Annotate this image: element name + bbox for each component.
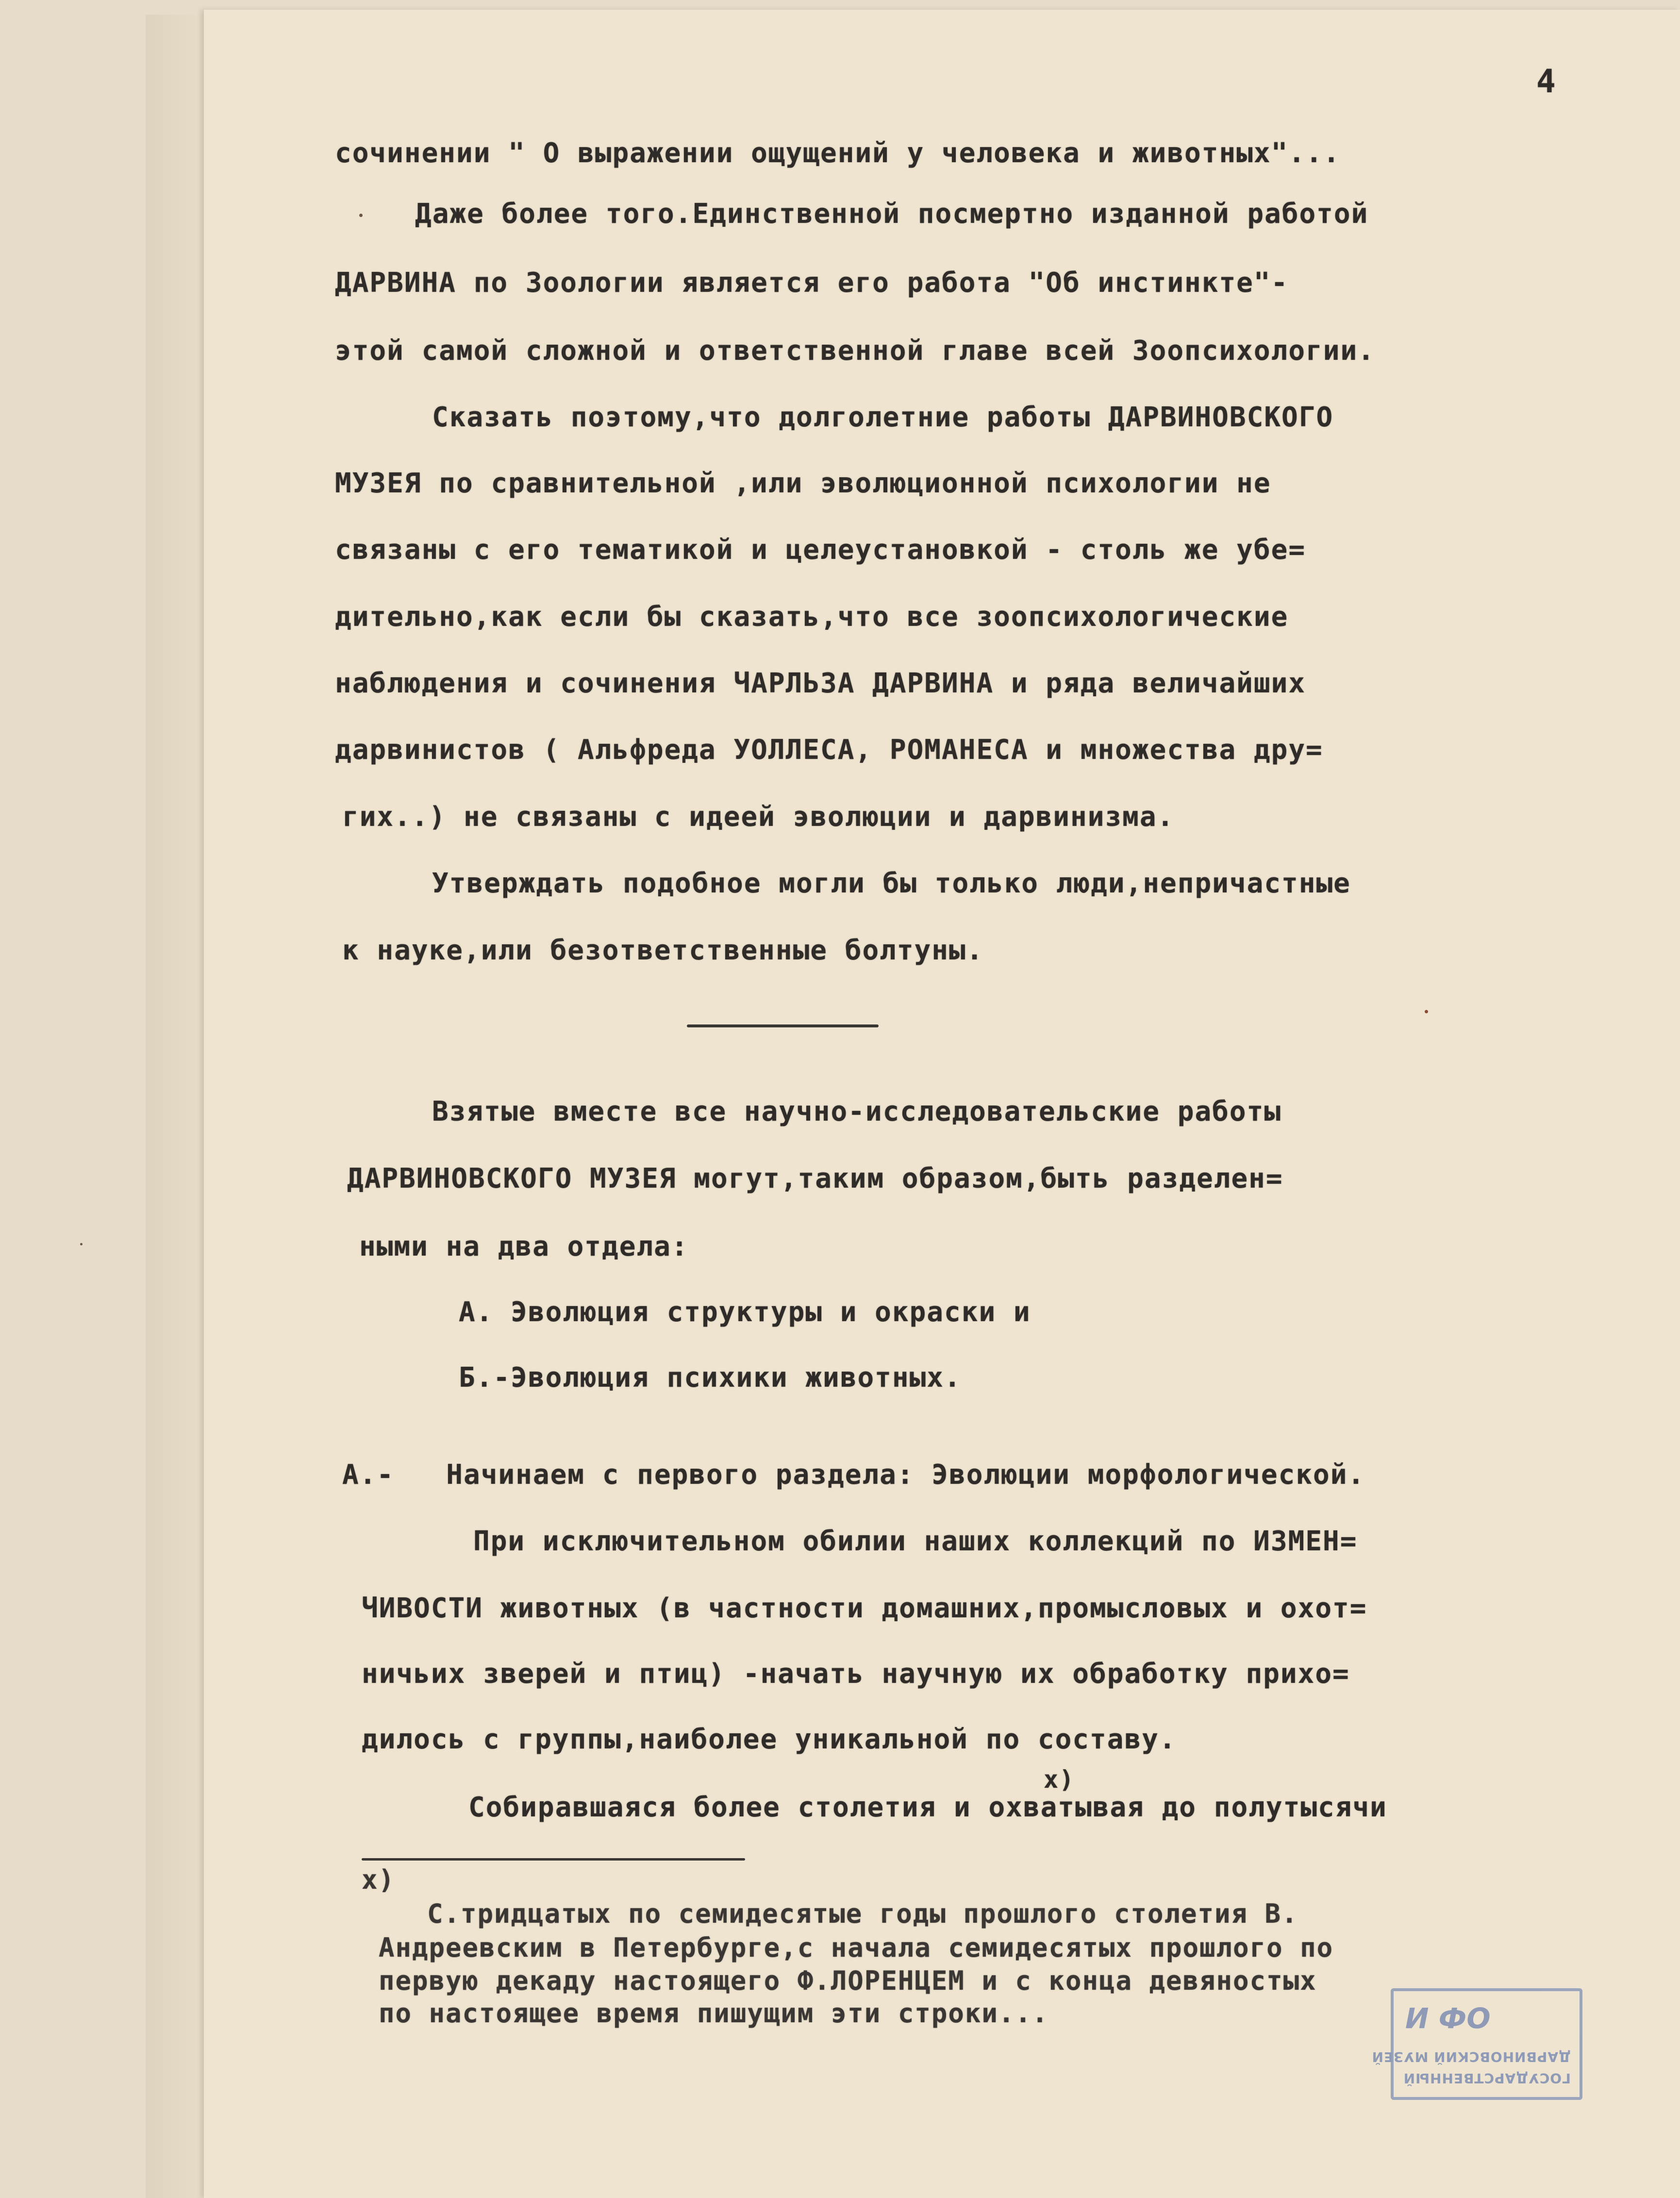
- text-line-16: ными на два отдела:: [359, 1231, 689, 1262]
- footnote-reference: х): [1044, 1765, 1075, 1794]
- text-line-10: дарвинистов ( Альфреда УОЛЛЕСА, РОМАНЕСА и множества дру=: [335, 734, 1323, 766]
- page-edge-shadow: [146, 15, 209, 2198]
- footnote-marker: х): [362, 1864, 396, 1895]
- text-line-24: Собиравшаяся более столетия и охватывая до полутысячи: [468, 1792, 1387, 1823]
- text-line-23: дилось с группы,наиболее уникальной по составу.: [362, 1724, 1177, 1755]
- museum-stamp: [1371, 1988, 1582, 2100]
- page-number: 4: [1536, 63, 1557, 100]
- text-line-17: А. Эволюция структуры и окраски и: [459, 1296, 1031, 1328]
- text-line-8: дительно,как если бы сказать,что все зоопсихологические: [335, 601, 1289, 633]
- text-line-13: к науке,или безответственные болтуны.: [342, 935, 984, 966]
- text-line-11: гих..) не связаны с идеей эволюции и дарвинизма.: [342, 801, 1175, 833]
- ink-speck: [80, 1243, 83, 1245]
- footnote-line-1: С.тридцатых по семидесятые годы прошлого столетия В.: [427, 1898, 1298, 1929]
- text-line-18: Б.-Эволюция психики животных.: [459, 1362, 962, 1393]
- text-line-3: ДАРВИНА по Зоологии является его работа "Об инстинкте"-: [335, 267, 1289, 299]
- footnote-line-4: по настоящее время пишущим эти строки...: [379, 1998, 1049, 2029]
- text-line-19: А.- Начинаем с первого раздела: Эволюции морфологической.: [342, 1459, 1365, 1491]
- text-line-15: ДАРВИНОВСКОГО МУЗЕЯ могут,таким образом,быть разделен=: [347, 1163, 1283, 1194]
- text-line-12: Утверждать подобное могли бы только люди,непричастные: [432, 868, 1351, 899]
- text-line-2: Даже более того.Единственной посмертно изданной работой: [415, 198, 1369, 230]
- text-line-20: При исключительном обилии наших коллекций по ИЗМЕН=: [473, 1526, 1358, 1557]
- text-line-1: сочинении " О выражении ощущений у человека и животных"...: [335, 137, 1341, 169]
- ink-speck: [1425, 1010, 1428, 1013]
- footnote-line-3: первую декаду настоящего Ф.ЛОРЕНЦЕМ и с конца девяностых: [379, 1965, 1317, 1996]
- stamp-line-1: ГОСУДАРСТВЕННЫЙ: [1403, 2070, 1571, 2086]
- stamp-line-3: ОФ И: [1405, 2001, 1491, 2034]
- text-line-22: ничьих зверей и птиц) -начать научную их обработку прихо=: [362, 1658, 1350, 1690]
- text-line-5: Сказать поэтому,что долголетние работы ДАРВИНОВСКОГО: [432, 402, 1334, 433]
- ink-speck: [359, 214, 363, 217]
- text-line-7: связаны с его тематикой и целеустановкой - столь же убе=: [335, 534, 1306, 566]
- text-line-6: МУЗЕЯ по сравнительной ,или эволюционной психологии не: [335, 468, 1271, 499]
- text-line-21: ЧИВОСТИ животных (в частности домашних,промысловых и охот=: [362, 1593, 1367, 1624]
- text-line-4: этой самой сложной и ответственной главе всей Зоопсихологии.: [335, 335, 1375, 367]
- footnote-line-2: Андреевским в Петербурге,с начала семидесятых прошлого по: [379, 1932, 1334, 1963]
- stamp-line-2: ДАРВИНОВСКИЙ МУЗЕЙ: [1371, 2049, 1571, 2065]
- footnote-separator: [362, 1858, 745, 1861]
- text-line-9: наблюдения и сочинения ЧАРЛЬЗА ДАРВИНА и ряда величайших: [335, 668, 1306, 699]
- section-divider: [687, 1024, 879, 1027]
- text-line-14: Взятые вместе все научно-исследовательские работы: [432, 1096, 1282, 1127]
